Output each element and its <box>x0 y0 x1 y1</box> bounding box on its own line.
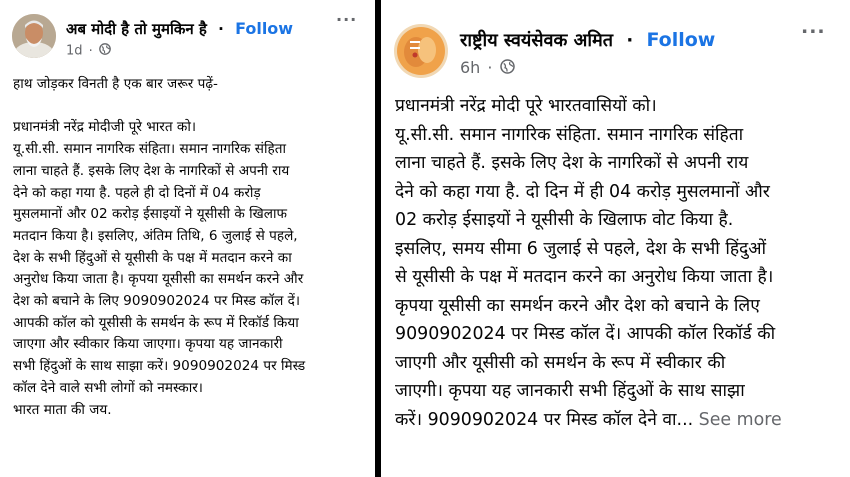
left-text-line: देश को बचाने के लिए 9090902024 पर मिस्ड कॉल दें। <box>13 293 300 310</box>
left-text-line: सभी हिंदुओं के साथ साझा करें। 9090902024 पर मिस्ड <box>13 358 306 375</box>
right-time-separator: · <box>487 58 493 77</box>
right-follow-button[interactable]: Follow <box>646 29 716 51</box>
right-more-options-icon[interactable]: ... <box>801 16 826 38</box>
left-text-line: प्रधानमंत्री नरेंद्र मोदीजी पूरे भारत को। <box>13 119 197 136</box>
right-author-header <box>460 28 715 52</box>
right-post-card <box>381 0 850 477</box>
left-text-line: देने को कहा गया है. पहले ही दो दिनों में 04 करोड़ <box>13 184 261 201</box>
right-globe-icon <box>500 59 515 78</box>
left-author-name[interactable]: अब मोदी है तो मुमकिन है <box>66 20 207 38</box>
right-text-line: यू.सी.सी. समान नागरिक संहिता. समान नागरिक संहिता <box>395 124 744 145</box>
right-text-line: कृपया यूसीसी का समर्थन करने और देश को बचाने के लिए <box>395 295 760 316</box>
left-text-line: जाएगा और स्वीकार किया जाएगा। कृपया यह जानकारी <box>13 336 283 353</box>
left-text-line: मुसलमानों और 02 करोड़ ईसाइयों ने यूसीसी के खिलाफ <box>13 206 287 223</box>
right-header-separator: · <box>626 30 634 51</box>
left-text-line: देश के सभी हिंदुओं से यूसीसी के पक्ष में मतदान करने का <box>13 249 292 266</box>
right-post-time[interactable]: 6h <box>460 58 481 77</box>
right-text-line: 02 करोड़ ईसाइयों ने यूसीसी के खिलाफ वोट किया है. <box>395 210 734 230</box>
left-more-options-icon[interactable]: ... <box>336 6 358 25</box>
right-text-line: प्रधानमंत्री नरेंद्र मोदी पूरे भारतवासियों को। <box>395 96 657 116</box>
left-post-text <box>13 74 375 421</box>
left-text-line: कॉल देने वाले सभी लोगों को नमस्कार। <box>13 379 203 396</box>
left-text-line: भारत माता की जय. <box>13 401 112 418</box>
left-post-meta <box>66 43 111 59</box>
left-text-line: लाना चाहते हैं. इसके लिए देश के नागरिकों से अपनी राय <box>13 162 290 179</box>
left-globe-icon <box>99 43 111 59</box>
left-author-avatar[interactable] <box>12 14 56 58</box>
left-follow-button[interactable]: Follow <box>235 19 294 38</box>
right-text-line: लाना चाहते हैं. इसके लिए देश के नागरिकों से अपनी राय <box>395 153 749 173</box>
left-post-time[interactable]: 1d <box>66 43 83 59</box>
right-truncated-text: करें। 9090902024 पर मिस्ड कॉल देने वा... <box>395 409 694 430</box>
left-text-line: हाथ जोड़कर विनती है एक बार जरूर पढ़ें- <box>13 76 218 92</box>
right-post-meta <box>460 58 515 78</box>
left-author-header <box>66 19 293 39</box>
left-text-line: यू.सी.सी. समान नागरिक संहिता। समान नागरिक संहिता <box>13 141 286 158</box>
right-last-text-line <box>395 406 850 435</box>
right-text-line: देने को कहा गया है. दो दिन में ही 04 करोड़ मुसलमानों और <box>395 181 770 202</box>
right-text-line: जाएगी और यूसीसी को समर्थन के रूप में स्वीकार की <box>395 352 726 373</box>
left-post-card <box>0 0 375 477</box>
left-text-line <box>13 96 375 118</box>
see-more-link[interactable]: See more <box>693 409 782 430</box>
right-text-line: इसलिए, समय सीमा 6 जुलाई से पहले, देश के सभी हिंदुओं <box>395 238 767 259</box>
left-text-line: आपकी कॉल को यूसीसी के समर्थन के रूप में रिकॉर्ड किया <box>13 314 299 331</box>
left-time-separator: · <box>88 43 93 59</box>
right-text-line: से यूसीसी के पक्ष में मतदान करने का अनुरोध किया जाता है। <box>395 267 774 287</box>
right-author-name[interactable]: राष्ट्रीय स्वयंसेवक अमित <box>460 30 614 51</box>
right-text-line: जाएगी। कृपया यह जानकारी सभी हिंदुओं के साथ साझा <box>395 381 745 401</box>
right-post-text <box>395 92 850 434</box>
left-text-line: अनुरोध किया जाता है। कृपया यूसीसी का समर्थन करने और <box>13 271 304 288</box>
right-text-line: 9090902024 पर मिस्ड कॉल दें। आपकी कॉल रिकॉर्ड की <box>395 324 776 344</box>
left-text-line: मतदान किया है। इसलिए, अंतिम तिथि, 6 जुलाई से पहले, <box>13 227 298 244</box>
right-author-avatar[interactable] <box>394 24 448 78</box>
left-header-separator: · <box>218 20 224 38</box>
